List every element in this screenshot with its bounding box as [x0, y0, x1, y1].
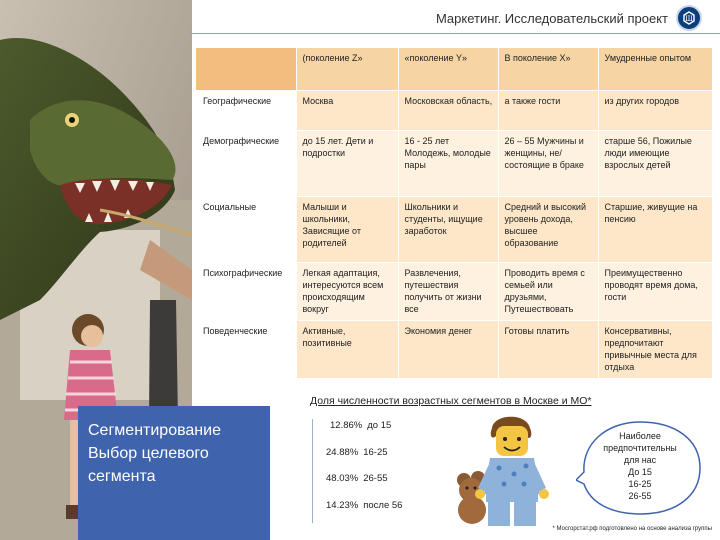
table-row: [196, 130, 712, 196]
bubble-line: для нас: [623, 455, 657, 465]
table-row: [196, 196, 712, 262]
column-header: В поколение X»: [498, 48, 598, 90]
lego-figure-icon: [444, 410, 564, 530]
table-cell: Старшие, живущие на пенсию: [598, 196, 712, 262]
bubble-line: До 15: [628, 467, 652, 477]
header-divider: [190, 33, 720, 34]
title-card-line: Сегментирование: [88, 422, 221, 439]
stat-item: [326, 447, 388, 458]
table-cell: Развлечения, путешествия получить от жизни все: [398, 262, 498, 320]
stat-label: до 15: [367, 420, 392, 431]
column-header: (поколение Z»: [296, 48, 398, 90]
table-cell: Москва: [296, 90, 398, 130]
stats-title: Доля численности возрастных сегментов в Москве и МО*: [310, 395, 592, 407]
slide-header: [0, 0, 720, 34]
university-logo-icon: [676, 5, 702, 31]
row-label: Социальные: [196, 196, 296, 262]
table-cell: Московская область,: [398, 90, 498, 130]
row-label: Демографические: [196, 130, 296, 196]
row-label: Поведенческие: [196, 320, 296, 378]
table-cell: Экономия денег: [398, 320, 498, 378]
title-card-line: Выбор целевого: [88, 445, 209, 462]
table-cell: старше 56, Пожилые люди имеющие взрослых детей: [598, 130, 712, 196]
table-cell: Школьники и студенты, ищущие заработок: [398, 196, 498, 262]
table-cell: Консервативны, предпочитают привычные места для отдыха: [598, 320, 712, 378]
table-row: [196, 90, 712, 130]
table-row: [196, 320, 712, 378]
bubble-line: 16-25: [628, 479, 652, 489]
stat-label: 16-25: [363, 447, 388, 458]
table-cell: Активные, позитивные: [296, 320, 398, 378]
bubble-line: 26-55: [628, 491, 652, 501]
stat-percent: 14.23%: [326, 500, 359, 511]
stat-item: [326, 500, 402, 511]
svg-text:Ш: Ш: [685, 15, 693, 23]
table-cell: Средний и высокий уровень дохода, высшее образование: [498, 196, 598, 262]
column-header: Умудренные опытом: [598, 48, 712, 90]
stat-item: [326, 473, 388, 484]
table-cell: Преимущественно проводят время дома, гости: [598, 262, 712, 320]
table-cell: из других городов: [598, 90, 712, 130]
footnote: * Мосгорстат.рф подготовлено на основе анализа группы: [552, 526, 712, 532]
page-title: Маркетинг. Исследовательский проект: [435, 11, 668, 26]
stat-percent: 48.03%: [326, 473, 359, 484]
table-cell: а также гости: [498, 90, 598, 130]
stat-label: 26-55: [363, 473, 388, 484]
table-corner-cell: [196, 48, 296, 90]
stat-percent: 12.86%: [330, 420, 363, 431]
stat-label: после 56: [363, 500, 403, 511]
table-header-row: [196, 48, 712, 90]
table-cell: Готовы платить: [498, 320, 598, 378]
bubble-text: [586, 430, 694, 502]
table-row: [196, 262, 712, 320]
table-cell: 26 – 55 Мужчины и женщины, не/состоящие в браке: [498, 130, 598, 196]
bubble-line: Наиболее: [619, 431, 661, 441]
stat-item: [330, 420, 391, 431]
row-label: Географические: [196, 90, 296, 130]
bubble-line: предпочтительны: [603, 443, 677, 453]
table-cell: Проводить время с семьей или друзьями, Путешествовать: [498, 262, 598, 320]
row-label: Психографические: [196, 262, 296, 320]
table-cell: до 15 лет. Дети и подростки: [296, 130, 398, 196]
table-cell: Малыши и школьники, Зависящие от родителей: [296, 196, 398, 262]
stat-percent: 24.88%: [326, 447, 359, 458]
preferred-segments-bubble: [576, 418, 704, 518]
column-header: «поколение Y»: [398, 48, 498, 90]
title-card-line: сегмента: [88, 468, 156, 485]
section-title-card: [78, 406, 270, 540]
segmentation-table: [196, 48, 713, 379]
table-cell: Легкая адаптация, интересуются всем происходящим вокруг: [296, 262, 398, 320]
table-cell: 16 - 25 лет Молодежь, молодые пары: [398, 130, 498, 196]
